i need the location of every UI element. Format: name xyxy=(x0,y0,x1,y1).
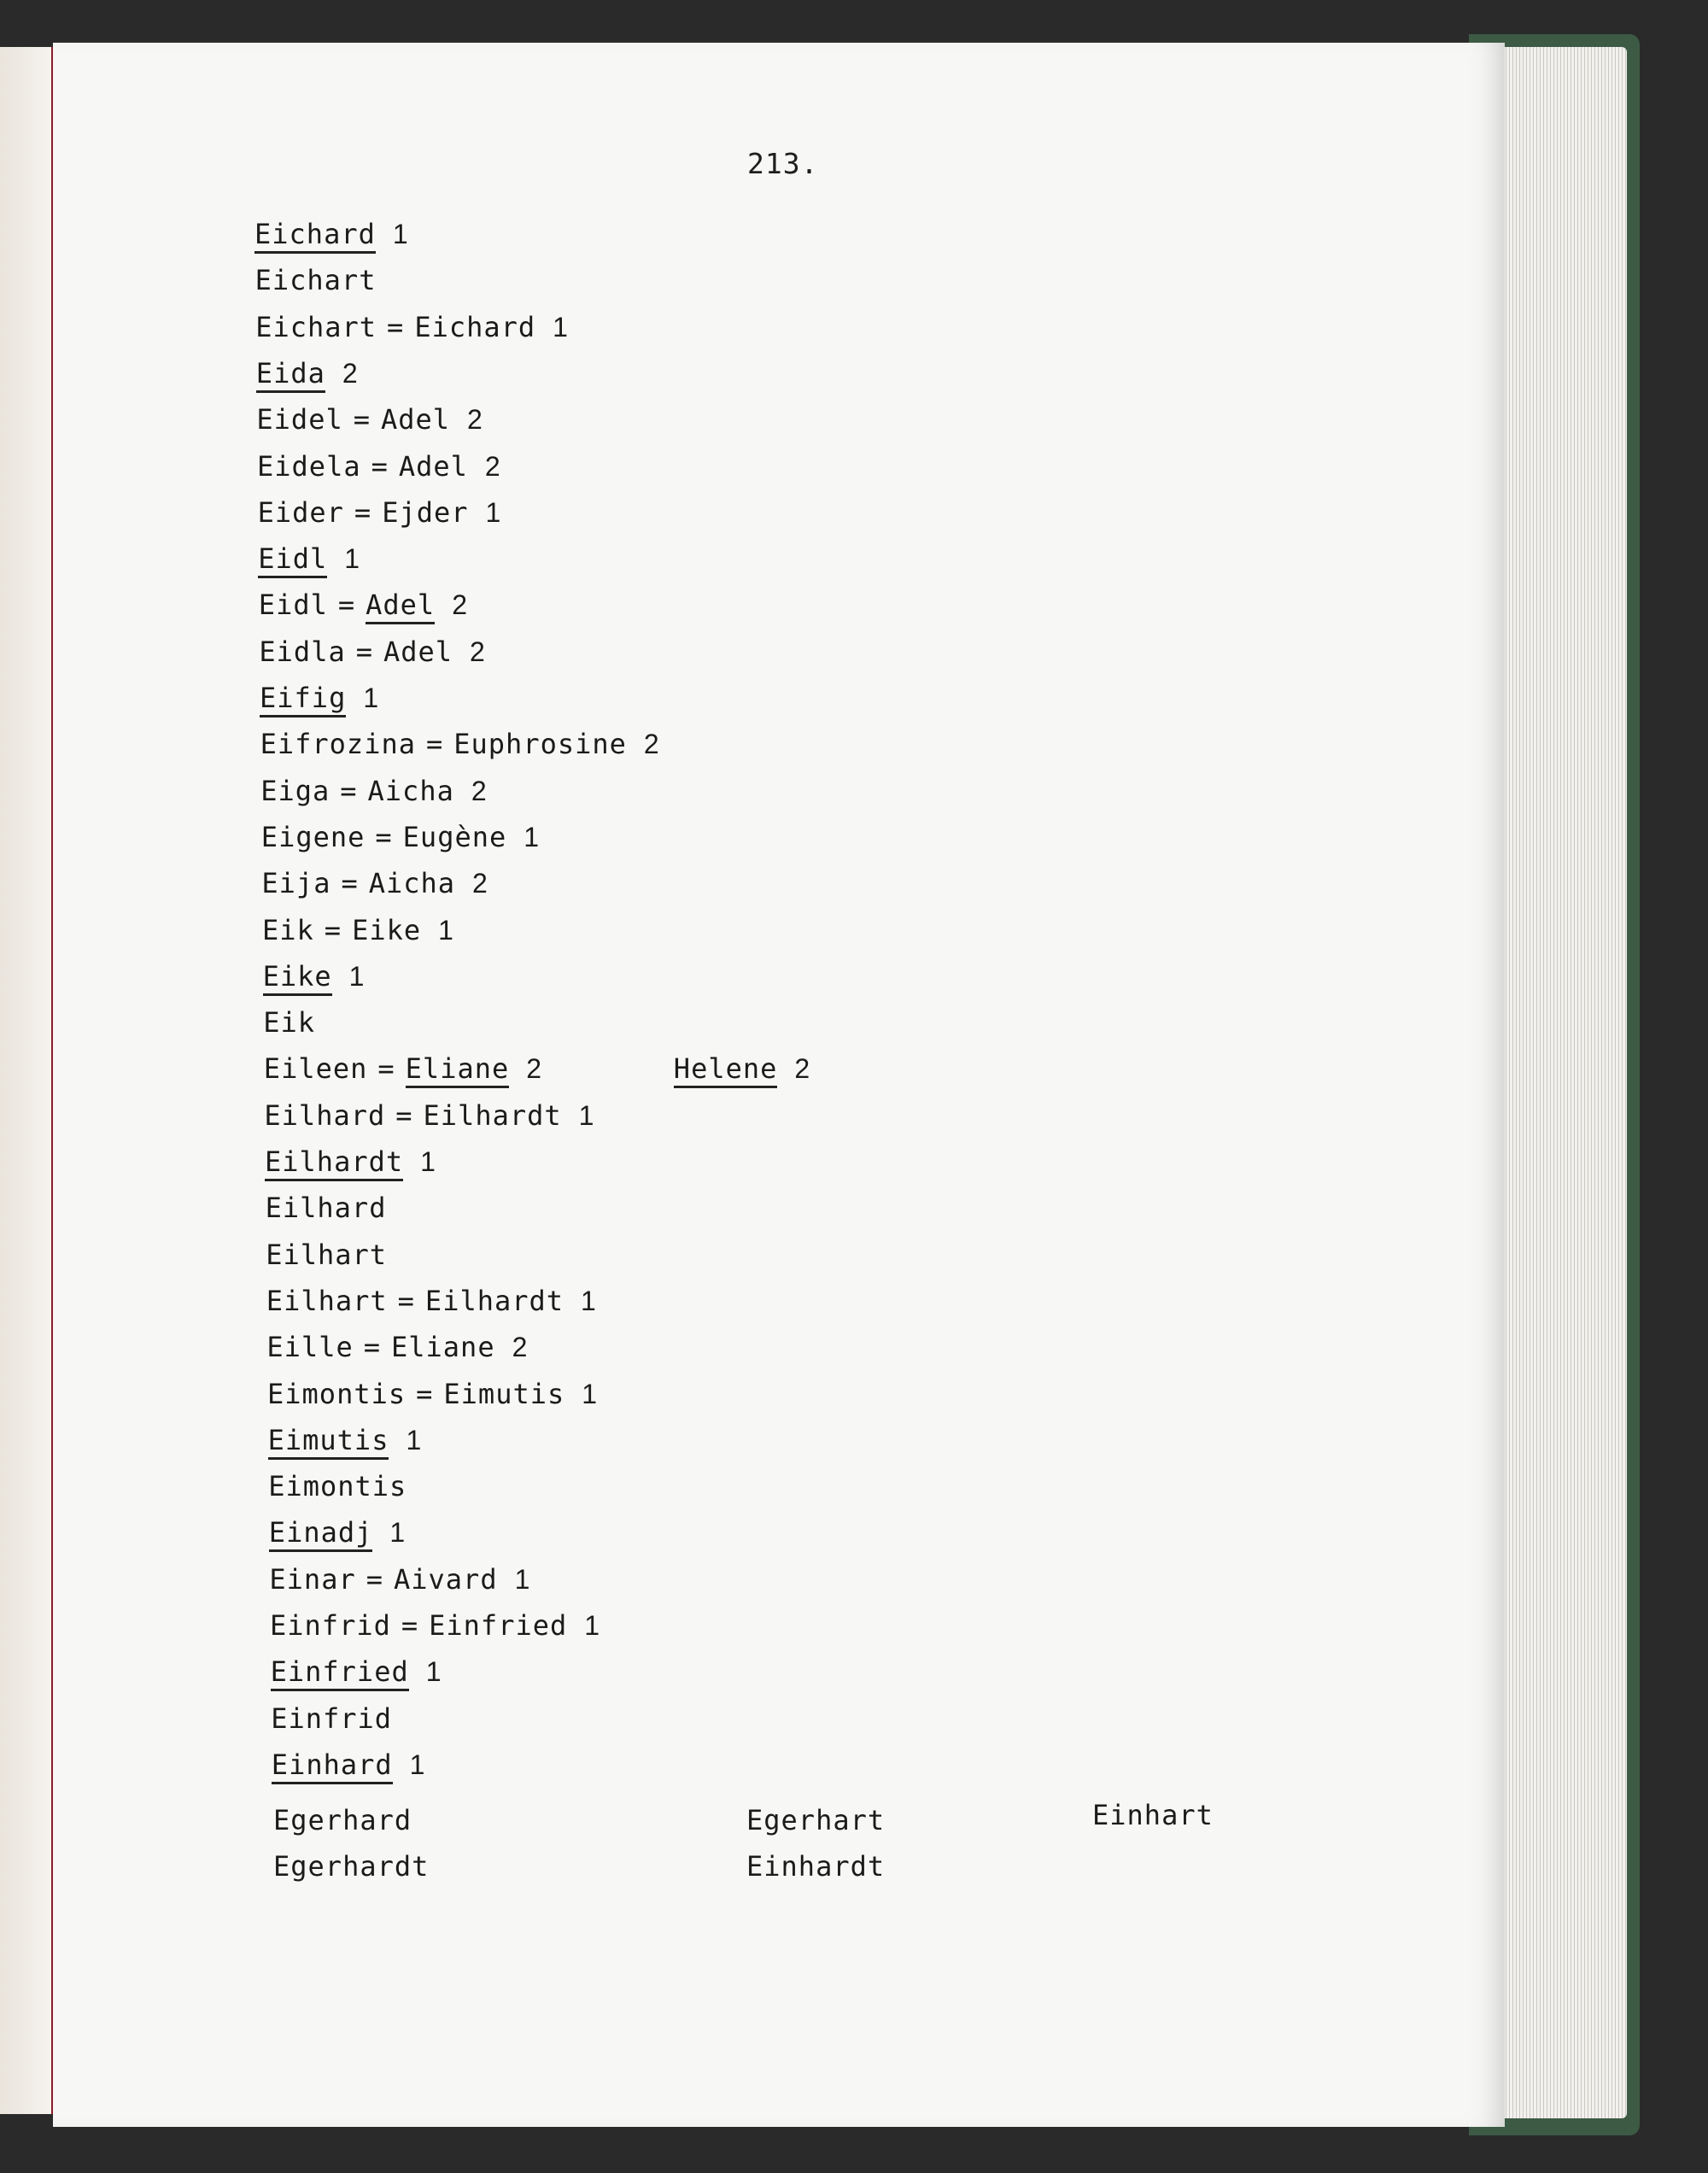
entry-name: Eidl xyxy=(258,589,328,622)
entry-count: 1 xyxy=(524,821,541,852)
entry-count: 2 xyxy=(512,1332,529,1363)
entry-name: Eileen xyxy=(263,1052,368,1086)
entry-count: 2 xyxy=(470,636,486,667)
entry-count: 2 xyxy=(467,404,483,436)
entry-target: Adel xyxy=(383,635,453,668)
entry-name: Eimontis xyxy=(267,1377,407,1410)
entry-target: Einfried xyxy=(429,1609,568,1642)
index-entry xyxy=(260,682,379,714)
entry-name: Eille xyxy=(266,1331,354,1364)
entry-count: 1 xyxy=(584,1610,601,1641)
entry-count: 1 xyxy=(406,1424,423,1456)
equals-sign: = xyxy=(425,728,444,761)
equals-sign: = xyxy=(353,403,371,436)
index-entry xyxy=(271,1655,442,1688)
entry-target: Eilhardt xyxy=(424,1284,564,1317)
book-page xyxy=(53,43,1505,2127)
entry-name: Eilhart xyxy=(266,1238,388,1271)
entry-target: Aivard xyxy=(393,1562,498,1596)
entry-count: 1 xyxy=(344,543,361,575)
entry-target: Adel xyxy=(398,449,468,483)
index-entry xyxy=(260,728,660,760)
index-entry xyxy=(269,1563,530,1596)
entry-count: 1 xyxy=(348,960,366,992)
entry-name: Eifig xyxy=(260,682,346,718)
index-entry xyxy=(256,357,359,390)
entry-name: Eija xyxy=(261,867,331,900)
index-entry xyxy=(263,1052,811,1086)
equals-sign: = xyxy=(371,449,389,483)
entry-name: Eiga xyxy=(260,774,330,807)
index-entry xyxy=(254,218,409,250)
entry-count: 2 xyxy=(472,868,488,899)
entry-name: Eimutis xyxy=(268,1424,389,1460)
entry-count: 1 xyxy=(582,1378,599,1409)
entry-target: Ejder xyxy=(382,495,469,529)
equals-sign: = xyxy=(375,820,393,853)
index-entry xyxy=(265,1145,436,1178)
variant-name: Egerhard xyxy=(273,1804,412,1836)
entry-name: Eichart xyxy=(255,310,377,343)
index-entry xyxy=(255,264,377,296)
equals-sign: = xyxy=(401,1609,419,1642)
index-entry xyxy=(268,1470,407,1502)
entry-name: Eilhard xyxy=(265,1192,387,1225)
index-entry xyxy=(259,636,485,668)
entry-target: Adel xyxy=(366,589,435,624)
entry-count: 1 xyxy=(409,1748,426,1780)
entry-count: 1 xyxy=(553,311,569,343)
index-entry xyxy=(261,821,540,853)
entry-count: 1 xyxy=(581,1285,597,1316)
entry-name: Eichard xyxy=(254,218,376,254)
index-entry xyxy=(266,1285,597,1317)
index-entry xyxy=(260,775,487,807)
entry-name: Eigene xyxy=(260,820,366,853)
entry-count: 1 xyxy=(578,1099,595,1131)
entry-count: 1 xyxy=(438,914,454,946)
entry-name: Eilhart xyxy=(266,1284,388,1317)
entry-count: 1 xyxy=(514,1563,531,1595)
index-entry xyxy=(264,1099,594,1132)
variant-name: Einhart xyxy=(1092,1799,1214,1831)
entry-name: Eik xyxy=(263,1006,315,1040)
entry-name: Eidela xyxy=(257,449,361,483)
entry-target: Adel xyxy=(380,403,451,436)
entry-also-count: 2 xyxy=(794,1053,811,1085)
index-entry xyxy=(258,542,360,575)
index-entry xyxy=(263,1006,315,1039)
entry-count: 1 xyxy=(363,682,380,713)
index-entry xyxy=(255,311,569,343)
entry-target: Eliane xyxy=(390,1331,495,1364)
index-entry xyxy=(267,1378,598,1410)
entry-name: Eichart xyxy=(254,264,377,297)
entry-target: Aicha xyxy=(367,774,454,807)
entry-name: Eik xyxy=(262,913,314,946)
entry-target: Eugène xyxy=(402,820,507,853)
equals-sign: = xyxy=(397,1284,415,1317)
entry-name: Einadj xyxy=(269,1516,373,1552)
page-number: 213. xyxy=(747,147,819,180)
index-entry xyxy=(266,1192,387,1224)
entry-count: 1 xyxy=(392,219,409,249)
entry-target: Euphrosine xyxy=(453,728,627,761)
index-entry xyxy=(256,403,483,436)
entry-name: Eimontis xyxy=(268,1470,407,1503)
entry-also xyxy=(674,1052,810,1085)
entry-name: Eida xyxy=(256,357,325,393)
entry-name: Eike xyxy=(263,960,332,996)
index-entry xyxy=(259,589,468,621)
entry-target: Eilhardt xyxy=(423,1098,562,1132)
index-entry xyxy=(263,960,366,993)
equals-sign: = xyxy=(324,913,342,946)
entry-name: Einfried xyxy=(271,1655,409,1691)
equals-sign: = xyxy=(366,1562,383,1596)
entry-name: Eidl xyxy=(258,542,327,578)
entry-count: 1 xyxy=(485,496,502,528)
entry-name: Einar xyxy=(269,1562,356,1596)
index-entry xyxy=(266,1331,528,1363)
entry-name: Eilhard xyxy=(264,1098,386,1132)
index-entry xyxy=(270,1609,600,1642)
equals-sign: = xyxy=(377,1052,395,1086)
equals-sign: = xyxy=(355,635,373,668)
index-entry xyxy=(262,914,454,946)
equals-sign: = xyxy=(395,1098,413,1132)
entry-count: 2 xyxy=(452,589,468,621)
index-entry xyxy=(261,867,488,899)
entry-target: Eliane xyxy=(406,1052,510,1088)
entry-target: Eike xyxy=(352,913,422,946)
entry-also-name: Helene xyxy=(674,1052,778,1088)
entry-name: Einfrid xyxy=(271,1702,393,1735)
equals-sign: = xyxy=(337,589,356,622)
entry-count: 2 xyxy=(643,729,660,760)
variant-name: Egerhardt xyxy=(273,1850,430,1883)
entry-count: 2 xyxy=(484,450,501,482)
entry-name: Eifrozina xyxy=(260,728,416,761)
equals-sign: = xyxy=(387,310,405,343)
index-entry xyxy=(269,1516,406,1549)
entry-target: Eichard xyxy=(414,310,536,343)
equals-sign: = xyxy=(354,495,372,529)
entry-count: 2 xyxy=(471,775,488,806)
variant-name: Einhardt xyxy=(746,1850,886,1883)
left-page-edge xyxy=(0,47,54,2114)
entry-target: Eimutis xyxy=(443,1377,565,1410)
index-entry xyxy=(266,1239,387,1271)
index-entry xyxy=(272,1748,426,1781)
entry-count: 1 xyxy=(420,1146,436,1177)
equals-sign: = xyxy=(363,1331,381,1364)
entry-count: 1 xyxy=(389,1517,407,1549)
entry-name: Eidel xyxy=(256,403,343,436)
entry-name: Eidla xyxy=(259,635,346,668)
entry-count: 2 xyxy=(342,357,359,389)
variant-name: Egerhart xyxy=(746,1804,886,1836)
index-entry xyxy=(271,1702,392,1735)
index-entry xyxy=(257,450,501,483)
entry-name: Eider xyxy=(257,495,344,529)
equals-sign: = xyxy=(341,867,359,900)
equals-sign: = xyxy=(416,1377,434,1410)
equals-sign: = xyxy=(340,774,358,807)
entry-name: Eilhardt xyxy=(265,1145,403,1181)
index-entry xyxy=(268,1424,423,1456)
entry-target: Aicha xyxy=(368,867,456,900)
index-entry xyxy=(258,496,502,529)
entry-name: Einhard xyxy=(272,1748,393,1784)
entry-count: 2 xyxy=(526,1053,543,1085)
entry-count: 1 xyxy=(425,1656,442,1688)
entry-name: Einfrid xyxy=(270,1609,391,1642)
